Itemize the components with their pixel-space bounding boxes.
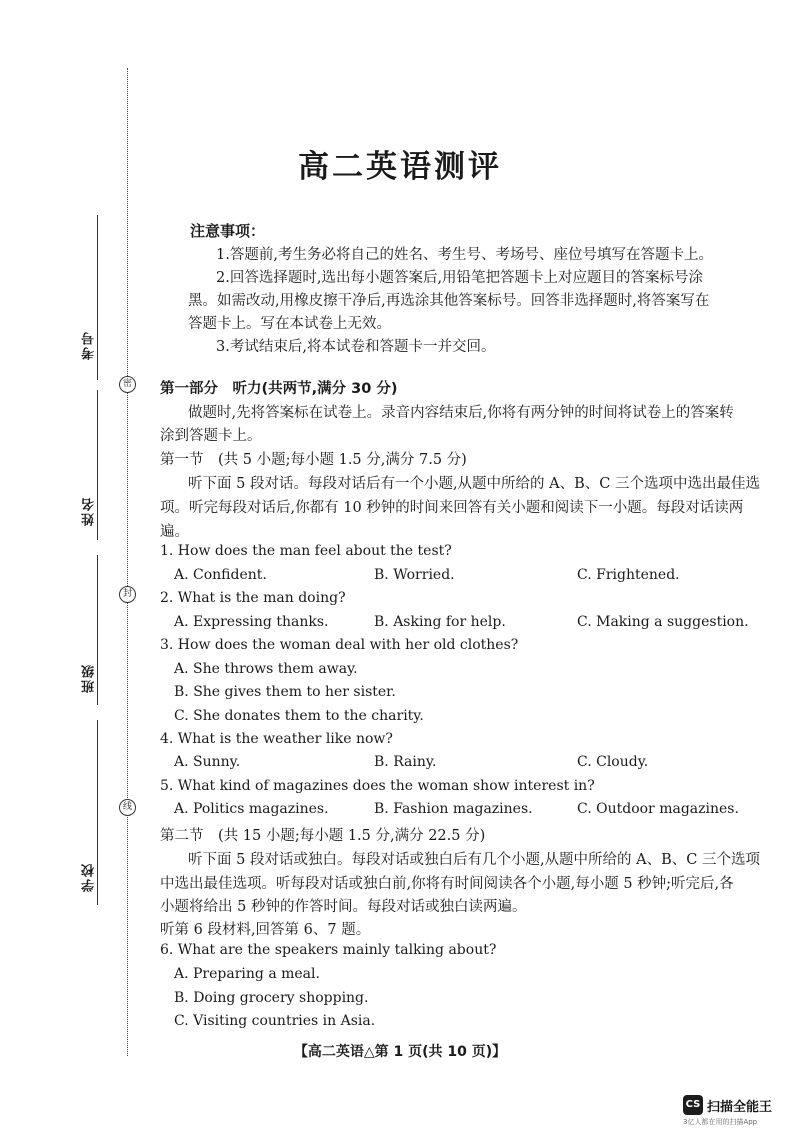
question-4-option-c: C. Cloudy. [577, 754, 649, 770]
notice-item-2-line-1: 2.回答选择题时,选出每小题答案后,用铅笔把答题卡上对应题目的答案标号涂 [216, 270, 704, 286]
part1-heading: 第一部分 听力(共两节,满分 30 分) [160, 381, 398, 397]
question-3: 3. How does the woman deal with her old clothes? [160, 637, 519, 653]
scanner-watermark [683, 1093, 793, 1127]
section1-intro-line-2: 项。听完每段对话后,你都有 10 秒钟的时间来回答有关小题和阅读下一小题。每段对话读两 [160, 500, 744, 516]
notice-item-2-line-3: 答题卡上。写在本试卷上无效。 [188, 316, 391, 332]
question-4-option-a: A. Sunny. [174, 754, 241, 770]
section2-intro-line-2: 中选出最佳选项。听每段对话或独白前,你将有时间阅读各个小题,每小题 5 秒钟;听完后,各 [160, 876, 734, 892]
question-1-option-b: B. Worried. [374, 567, 455, 583]
field-line-exam-number[interactable] [97, 215, 98, 380]
question-6-option-b: B. Doing grocery shopping. [174, 990, 369, 1006]
field-line-school[interactable] [97, 720, 98, 905]
notice-item-2-line-2: 黑。如需改动,用橡皮擦干净后,再选涂其他答案标号。回答非选择题时,将答案写在 [188, 293, 710, 309]
question-1-option-a: A. Confident. [174, 567, 267, 583]
field-line-name[interactable] [97, 390, 98, 540]
notice-heading: 注意事项： [190, 222, 266, 240]
watermark-name: 扫描全能王 [707, 1100, 773, 1115]
section2-intro-line-1: 听下面 5 段对话或独白。每段对话或独白后有几个小题,从题中所给的 A、B、C 三个选项 [188, 852, 760, 868]
section2-intro-line-3: 小题将给出 5 秒钟的作答时间。每段对话或独白读两遍。 [160, 899, 527, 915]
field-label-class: 班级 [82, 663, 97, 693]
field-label-name: 姓名 [82, 496, 97, 526]
seal-mark-feng: 封 [119, 586, 136, 603]
question-3-option-c: C. She donates them to the charity. [174, 708, 424, 724]
question-5-option-c: C. Outdoor magazines. [577, 801, 739, 817]
question-5-option-a: A. Politics magazines. [174, 801, 329, 817]
section1-heading: 第一节 (共 5 小题;每小题 1.5 分,满分 7.5 分) [160, 452, 467, 468]
camscanner-logo-icon: CS [683, 1095, 703, 1115]
section1-intro-line-1: 听下面 5 段对话。每段对话后有一个小题,从题中所给的 A、B、C 三个选项中选出最佳选 [188, 476, 760, 492]
field-label-exam-number: 考号 [82, 330, 97, 360]
question-2-option-c: C. Making a suggestion. [577, 614, 749, 630]
question-1-option-c: C. Frightened. [577, 567, 680, 583]
question-6: 6. What are the speakers mainly talking about? [160, 942, 497, 958]
question-6-option-a: A. Preparing a meal. [174, 966, 320, 982]
question-4-option-b: B. Rainy. [374, 754, 437, 770]
question-2-option-b: B. Asking for help. [374, 614, 506, 630]
fold-line [127, 68, 128, 1056]
question-5: 5. What kind of magazines does the woman show interest in? [160, 778, 595, 794]
part1-intro-line-2: 涂到答题卡上。 [160, 428, 262, 444]
question-3-option-b: B. She gives them to her sister. [174, 684, 396, 700]
seal-mark-mi: 密 [119, 376, 136, 393]
question-2-option-a: A. Expressing thanks. [174, 614, 329, 630]
watermark-subtitle: 3亿人都在用的扫描App [683, 1118, 758, 1126]
question-4: 4. What is the weather like now? [160, 731, 393, 747]
notice-item-3: 3.考试结束后,将本试卷和答题卡一并交回。 [216, 339, 496, 355]
section2-material: 听第 6 段材料,回答第 6、7 题。 [160, 922, 371, 938]
section2-heading: 第二节 (共 15 小题;每小题 1.5 分,满分 22.5 分) [160, 828, 486, 844]
field-line-class[interactable] [97, 555, 98, 705]
section1-intro-line-3: 遍。 [160, 524, 189, 540]
question-3-option-a: A. She throws them away. [174, 661, 358, 677]
question-2: 2. What is the man doing? [160, 590, 346, 606]
seal-mark-xian: 线 [119, 799, 136, 816]
part1-intro-line-1: 做题时,先将答案标在试卷上。录音内容结束后,你将有两分钟的时间将试卷上的答案转 [188, 405, 734, 421]
question-6-option-c: C. Visiting countries in Asia. [174, 1013, 376, 1029]
page-footer: 【高二英语△第 1 页(共 10 页)】 [293, 1044, 507, 1060]
question-5-option-b: B. Fashion magazines. [374, 801, 533, 817]
notice-item-1: 1.答题前,考生务必将自己的姓名、考生号、考场号、座位号填写在答题卡上。 [216, 247, 713, 263]
page-title: 高二英语测评 [298, 149, 502, 185]
question-1: 1. How does the man feel about the test? [160, 543, 452, 559]
field-label-school: 学校 [82, 862, 97, 892]
